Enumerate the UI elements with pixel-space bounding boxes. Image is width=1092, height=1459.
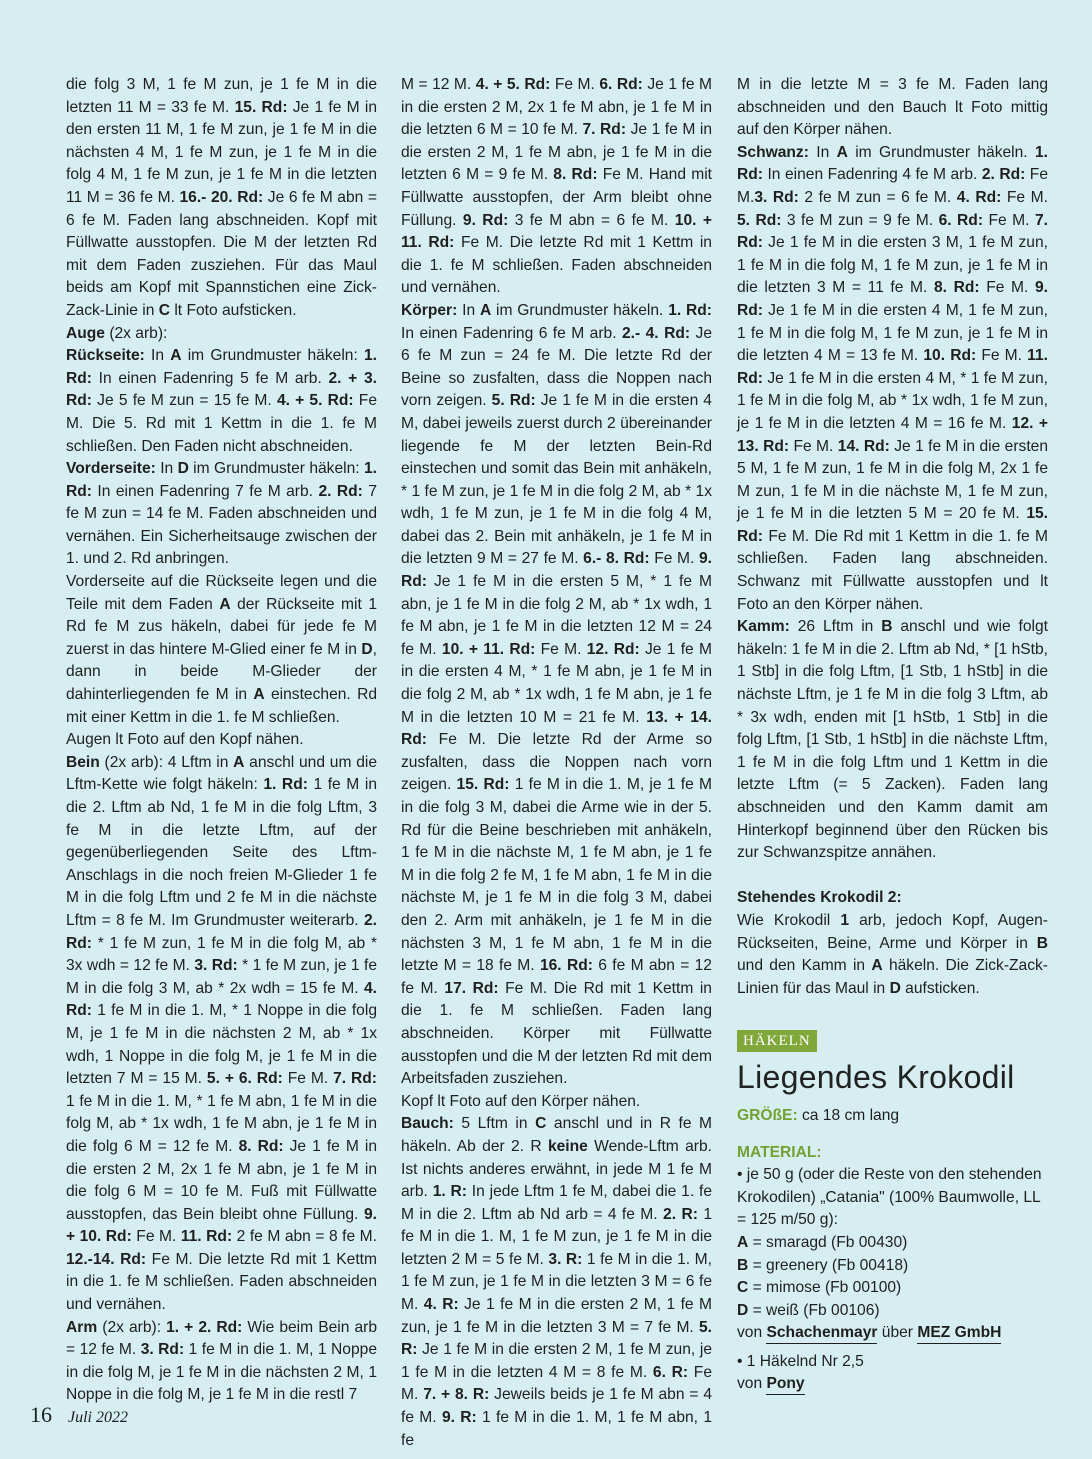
bold-term: A — [479, 301, 492, 319]
text-run: Fe M. Die Rd mit 1 Kettm in die 1. fe M schließen. Faden lang abschneiden. Körper mit Füllwatte ausstopfen und die M der letzten Rd mit dem Arbeitsfaden zusziehen. — [401, 979, 712, 1088]
paragraph — [401, 1113, 712, 1452]
text-run: anschl und wie folgt häkeln: 1 fe M in die 2. Lftm ab Nd, * [1 hStb, 1 Stb] in die folg Lftm, [1 Stb, 1 hStb] in die nächste Lftm, je 1 fe M in die folg 3 Lftm, ab * 3x wdh, enden mit [1 hStb, 1 Stb] in die folg Lftm, [1 Stb, 1 hStb] in die nächste Lftm, 1 fe M in die folg Lftm und 1 Kettm in die letzte Lftm (= 5 Zacken). Faden lang abschneiden und den Kamm damit am Hinterkopf beginnend über den Rücken bis zur Schwanzspitze annähen. — [737, 618, 1048, 862]
paragraph — [737, 142, 1048, 616]
text-run: im Grundmuster häkeln: — [188, 460, 364, 478]
bold-term: Vorderseite: — [66, 460, 156, 478]
text-run: einstechen. Rd mit einer Kettm in die 1. fe M schließen. — [66, 686, 378, 726]
bold-term: 3. R: — [548, 1250, 583, 1268]
text-run: Fe M. — [976, 347, 1028, 365]
bold-term: 1. Rd: — [66, 347, 377, 387]
bold-term: B — [881, 618, 893, 636]
bold-term: 7. Rd: — [737, 211, 1048, 252]
bold-term: 4. R: — [423, 1296, 459, 1314]
text-run: (2x arb): — [104, 324, 168, 342]
text-run: Augen lt Foto auf den Kopf nähen. — [66, 731, 304, 749]
text-run: Wende-Lftm arb. Ist nichts anderes erwähnt, in jede M 1 fe M arb. — [401, 1137, 712, 1201]
bold-term: 7. Rd: — [582, 121, 627, 139]
bold-term: Rückseite: — [66, 347, 145, 365]
material-heading — [737, 1142, 1048, 1165]
bold-term: 6. Rd: — [599, 76, 643, 93]
page-number: 16 — [30, 1402, 52, 1427]
text-run: anschl und in R fe M häkeln. Ab der 2. R — [401, 1115, 713, 1155]
paragraph — [737, 910, 1048, 1000]
text-run: Fe M. — [979, 279, 1035, 297]
text-run: 3 fe M abn = 6 fe M. — [508, 211, 675, 229]
text-run: Fe M. — [983, 211, 1035, 229]
text-run: In — [808, 143, 837, 161]
bold-term: 6. Rd: — [938, 211, 984, 229]
text-run: Fe M. Die 5. Rd mit 1 Kettm in die 1. fe M schließen. Den Faden nicht abschneiden. — [66, 392, 377, 455]
bold-term: Körper: — [401, 301, 458, 319]
bold-term: 4. Rd: — [66, 979, 377, 1020]
bold-term: 2. Rd: — [318, 482, 363, 500]
text-run: Wie Krokodil — [737, 911, 841, 929]
text-run: Fe M. — [1001, 188, 1048, 206]
yarn-source — [737, 1322, 1048, 1345]
text-run: Kopf lt Foto auf den Körper nähen. — [401, 1092, 641, 1110]
issue-date: Juli 2022 — [68, 1409, 128, 1426]
text-run: (2x arb): 4 Lftm in — [99, 753, 234, 771]
text-run: Fe M. Die Rd mit 1 Kettm in die 1. fe M schließen. Faden lang abschneiden. Schwanz mit Füllwatte ausstopfen und lt Foto an den Körper nähen. — [737, 527, 1048, 613]
text-run: In jede Lftm 1 fe M, dabei die 1. fe M in die 2. Lftm ab Nd arb = 4 fe M. — [401, 1183, 712, 1223]
paragraph — [66, 729, 377, 752]
bold-term: A — [170, 347, 182, 365]
bold-term: 1 — [840, 911, 850, 929]
text-run: arb, jedoch Kopf, Augen-Rückseiten, Beine, Arme und Körper in — [737, 911, 1048, 952]
text-run: Fe M. Die letzte Rd mit 1 Kettm in die 1. fe M schließen. Faden abschneiden und vernähen. — [66, 1250, 377, 1314]
paragraph — [401, 300, 712, 1091]
yarn-from-prefix: von — [737, 1324, 767, 1342]
text-run: In — [144, 347, 171, 365]
color-desc: = weiß (Fb 00106) — [748, 1301, 880, 1319]
yarn-from-mid: über — [877, 1324, 918, 1342]
bold-term: 8. Rd: — [933, 279, 980, 297]
bold-term: 9. Rd: — [737, 279, 1048, 319]
text-run: Je 1 fe M in den ersten 11 M, 1 fe M zun, je 1 fe M in die nächsten 4 M, 1 fe M zun, je 1 fe M in die folg 4 M, 1 fe M zun, je 1 fe M in die letzten 11 M = 36 fe M. — [66, 98, 378, 206]
text-run: In — [155, 460, 178, 478]
text-run: Je 1 fe M in die ersten 2 M, 2x 1 fe M abn, je 1 fe M in die letzten 6 M = 10 fe M. — [401, 76, 712, 139]
bold-term: Auge — [66, 324, 105, 342]
bold-term: 1. Rd: — [66, 460, 377, 500]
text-run: (2x arb): — [97, 1318, 167, 1336]
text-run: Fe M. Hand mit Füllwatte ausstopfen, der Arm bleibt ohne Füllung. — [401, 166, 712, 229]
text-run: die folg 3 M, 1 fe M zun, je 1 fe M in die letzten 11 M = 33 fe M. — [66, 76, 377, 116]
text-run: 1 fe M in die 1. M, * 1 Noppe in die folg M, je 1 fe M in die nächsten 2 M, ab * 1x wdh, 1 Noppe in die folg M, je 1 fe M in die letzten 7 M = 15 M. — [66, 1002, 377, 1088]
color-list — [737, 1232, 1048, 1322]
hook-source — [737, 1373, 1048, 1396]
text-run: der Rückseite mit 1 Rd fe M zus häkeln, dabei für jede fe M zuerst in das hintere M-Glied einer fe M in — [66, 595, 377, 658]
paragraph — [66, 571, 377, 729]
bold-term: 3. Rd: — [140, 1341, 185, 1359]
text-run: Je 1 fe M in die ersten 4 M, 1 fe M zun, 1 fe M in die folg M, 1 fe M zun, je 1 fe M in die letzten 4 M = 13 fe M. — [737, 301, 1048, 365]
paragraph — [66, 345, 377, 458]
text-run: Jeweils beids je 1 fe M abn = 4 fe M. — [401, 1386, 713, 1427]
bold-term: 10. + 11. Rd: — [441, 640, 536, 658]
color-key: C — [737, 1279, 749, 1297]
bold-term: D — [361, 640, 373, 658]
text-run: 2 fe M zun = 6 fe M. — [798, 188, 957, 206]
color-key: A — [737, 1233, 749, 1251]
text-run: 1 fe M in die 1. M, 1 fe M abn, 1 fe — [401, 1409, 712, 1449]
text-run: 1 fe M in die 1. M, 1 Noppe in die folg M, je 1 fe M in die nächsten 2 M, 1 Noppe in die folg M, je 1 fe M in die restl 7 — [66, 1341, 377, 1404]
text-run: Fe M. Die letzte Rd mit 1 Kettm in die 1. fe M schließen. Faden abschneiden und vernähen. — [401, 234, 712, 297]
bold-term: 1. Rd: — [737, 143, 1048, 184]
text-run: 1 fe M in die 1. M, 1 fe M zun, je 1 fe M in die letzten 2 M = 5 fe M. — [401, 1205, 712, 1268]
bold-term: 5. Rd: — [737, 211, 782, 229]
text-run: Je 1 fe M in die ersten 4 M, * 1 fe M abn, je 1 fe M in die folg 2 M, ab * 1x wdh, 1 fe M abn, je 1 fe M in die letzten 10 M = 21 fe M. — [401, 640, 712, 726]
text-run: Je 1 fe M in die ersten 3 M, 1 fe M zun, 1 fe M in die folg M, 1 fe M zun, je 1 fe M in die letzten 3 M = 11 fe M. — [737, 234, 1048, 297]
text-run: und den Kamm in — [737, 957, 872, 975]
text-run: M in die letzte M = 3 fe M. Faden lang abschneiden und den Bauch lt Foto mittig auf den Körper nähen. — [737, 76, 1048, 139]
bold-term: 2. Rd: — [981, 166, 1026, 184]
text-run: Fe M. — [401, 1363, 713, 1404]
text-run: Vorderseite auf die Rückseite legen und die Teile mit dem Faden — [66, 573, 377, 613]
paragraph — [66, 458, 377, 571]
bold-term: 15. Rd: — [456, 776, 510, 794]
krokodil-2-instructions — [737, 887, 1048, 1000]
section-header — [737, 1000, 1048, 1053]
instructions-continued — [737, 74, 1048, 865]
text-run: In einen Fadenring 7 fe M arb. — [91, 482, 319, 500]
text-run: Fe M. Die letzte Rd der Arme so zusfalten, dass die Noppen nach vorn zeigen. — [401, 731, 712, 794]
bold-term: 2. Rd: — [66, 911, 377, 952]
text-run: Je 1 fe M in die ersten 5 M, 1 fe M zun, 1 fe M in die folg M, 2x 1 fe M zun, 1 fe M in die nächste M, 1 fe M zun, je 1 fe M in die letzten 5 M = 20 fe M. — [737, 437, 1048, 523]
bold-term: 2. + 3. Rd: — [66, 369, 377, 410]
text-run: , dann in beide M-Glieder der dahinterliegenden fe M in — [66, 640, 377, 704]
bold-term: 15. Rd: — [234, 98, 288, 116]
bold-term: Kamm: — [737, 618, 790, 636]
bold-term: B — [1036, 934, 1048, 952]
text-run: Wie beim Bein arb = 12 fe M. — [66, 1318, 378, 1359]
text-run: lt Foto aufsticken. — [170, 301, 297, 319]
text-run: Je 1 fe M in die ersten 4 M, * 1 fe M zun, 1 fe M in die folg M, ab * 1x wdh, 1 fe M zun, je 1 fe M in die letzten 4 M = 16 fe M. — [737, 369, 1048, 432]
color-desc: = mimose (Fb 00100) — [748, 1279, 902, 1297]
paragraph — [66, 323, 377, 346]
bold-term: keine — [547, 1137, 588, 1155]
text-run: * 1 fe M zun, 1 fe M in die folg M, ab * 3x wdh = 12 fe M. — [66, 934, 377, 975]
yarn-distributor: MEZ GmbH — [917, 1324, 1002, 1342]
bold-term: C — [158, 301, 170, 319]
bold-term: 7. + 8. R: — [423, 1386, 490, 1404]
bold-term: 1. Rd: — [263, 776, 308, 794]
bold-term: 15. Rd: — [737, 505, 1048, 545]
color-key: B — [737, 1256, 749, 1274]
text-run: In einen Fadenring 4 fe M arb. — [762, 166, 982, 184]
text-run: In — [457, 301, 480, 319]
text-run: Fe M. — [649, 550, 699, 568]
bold-term: 12.-14. Rd: — [66, 1250, 147, 1268]
bold-term: Stehendes Krokodil 2: — [737, 889, 902, 907]
bold-term: Bauch: — [401, 1115, 454, 1133]
bold-term: 1. Rd: — [668, 301, 712, 319]
text-run: im Grundmuster häkeln: — [181, 347, 364, 365]
text-run: Je 6 fe M abn = 6 fe M. Faden lang abschneiden. Kopf mit Füllwatte ausstopfen. Die M der letzten Rd mit dem Faden zusziehen. Für das Maul beids am Kopf mit Spannstichen eine Zick-Zack-Linie in — [66, 188, 377, 319]
text-run: Fe M. — [131, 1228, 181, 1246]
text-run: In einen Fadenring 6 fe M arb. — [401, 324, 622, 342]
bold-term: 9. Rd: — [462, 211, 509, 229]
text-run: 3 fe M zun = 9 fe M. — [781, 211, 939, 229]
bold-term: 6. R: — [652, 1363, 689, 1381]
text-run: 1 fe M in die 1. M, je 1 fe M in die folg 3 M, dabei die Arme wie in der 5. Rd für die Beine beschrieben mit anhäkeln, 1 fe M in die nächste M, 1 fe M abn, je 1 fe M in die folg 2 fe M, 1 fe M abn, 1 fe M in die nächste M, je 1 fe M in die folg 3 M, dabei den 2. Arm mit anhäkeln, je 1 fe M in die nächsten 3 M, 1 fe M abn, 1 fe M in die letzte M = 18 fe M. — [401, 776, 712, 975]
paragraph — [66, 74, 377, 323]
text-run: Je 1 fe M in die ersten 2 M, 2x 1 fe M abn, je 1 fe M in die folg 6 M = 10 fe M. Fuß mit Füllwatte ausstopfen, das Bein bleibt ohne Füllung. — [66, 1137, 377, 1223]
text-run: Fe M. — [535, 640, 587, 658]
size-value: ca 18 cm lang — [797, 1106, 900, 1124]
text-run: Fe M. — [789, 437, 838, 455]
bold-term: C — [535, 1115, 547, 1133]
text-run: 1 fe M in die 1. M, 1 fe M zun, je 1 fe M in die letzten 3 M = 6 fe M. — [401, 1250, 712, 1314]
hook-brand: Pony — [766, 1375, 805, 1393]
paragraph — [737, 616, 1048, 865]
text-run: im Grundmuster häkeln. — [847, 143, 1035, 161]
bold-term: 10. + 11. Rd: — [401, 211, 712, 252]
bold-term: 13. + 14. Rd: — [401, 708, 712, 749]
text-column-1 — [66, 74, 377, 1407]
text-run: Je 1 fe M in die ersten 2 M, 1 fe M zun, je 1 fe M in die letzten 4 M = 8 fe M. — [401, 1341, 712, 1381]
size-line — [737, 1105, 1048, 1128]
paragraph — [737, 887, 1048, 910]
text-run: Je 1 fe M in die ersten 2 M, 1 fe M abn, je 1 fe M in die letzten 6 M = 9 fe M. — [401, 121, 712, 184]
bold-term: A — [219, 595, 231, 613]
text-run: Je 1 fe M in die ersten 2 M, 1 fe M zun, je 1 fe M in die letzten 3 M = 7 fe M. — [401, 1296, 713, 1336]
bold-term: 1. + 2. Rd: — [166, 1318, 243, 1336]
bold-term: 3. Rd: — [754, 188, 799, 206]
text-run: 7 fe M zun = 14 fe M. Faden abschneiden und vernähen. Ein Sicherheitsauge zwischen der 1. und 2. Rd anbringen. — [66, 482, 377, 568]
paragraph — [401, 1091, 712, 1114]
bold-term: A — [836, 143, 848, 161]
bold-term: A — [871, 957, 883, 975]
paragraph — [401, 74, 712, 300]
material-intro: • je 50 g (oder die Reste von den stehenden Krokodilen) „Catania" (100% Baumwolle, LL = 125 m/50 g): — [737, 1166, 1042, 1229]
hook-line: • 1 Häkelnd Nr 2,5 — [737, 1352, 864, 1370]
bold-term: 3. Rd: — [194, 957, 238, 975]
bold-term: 11. Rd: — [737, 347, 1048, 387]
text-run: im Grundmuster häkeln. — [491, 301, 669, 319]
text-run: 26 Lftm in — [789, 618, 882, 636]
bold-term: 2.- 4. Rd: — [622, 324, 691, 342]
text-run: anschl und um die Lftm-Kette wie folgt häkeln: — [66, 753, 378, 794]
paragraph — [66, 752, 377, 1317]
page-footer — [30, 1402, 128, 1428]
bold-term: D — [889, 979, 901, 997]
text-run: aufsticken. — [900, 979, 980, 997]
bold-term: Bein — [66, 753, 100, 771]
text-run: Fe M. — [737, 166, 1049, 206]
text-run: In einen Fadenring 5 fe M arb. — [91, 369, 329, 387]
text-run: 5 Lftm in — [453, 1115, 536, 1133]
text-column-2 — [401, 74, 712, 1452]
bold-term: 4. Rd: — [956, 188, 1002, 206]
text-run: Je 1 fe M in die ersten 4 M, dabei jeweils zuerst durch 2 übereinander liegende fe M der letzten Bein-Rd einstechen und somit das Bein mit anhäkeln, * 1 fe M zun, je 1 fe M in die folg 2 M, ab * 1x wdh, 1 fe M zun, je 1 fe M in die folg 4 M, dabei das 2. Bein mit anhäkeln, je 1 fe M in die letzten 9 M = 27 fe M. — [401, 392, 712, 568]
color-desc: = smaragd (Fb 00430) — [748, 1233, 908, 1251]
bold-term: 5. Rd: — [491, 392, 536, 410]
text-run: häkeln. Die Zick-Zack-Linien für das Maul in — [737, 957, 1048, 997]
text-run: Je 6 fe M zun = 24 fe M. Die letzte Rd der Beine so zusfalten, dass die Noppen nach vorn zeigen. — [401, 324, 712, 410]
bold-term: 9. + 10. Rd: — [66, 1205, 377, 1246]
text-run: * 1 fe M zun, je 1 fe M in die folg 3 M, ab * 2x wdh = 15 fe M. — [66, 957, 378, 997]
text-run: Je 1 fe M in die ersten 5 M, * 1 fe M abn, je 1 fe M in die folg 2 M, ab * 1x wdh, 1 fe M abn, je 1 fe M in die letzten 12 M = 24 fe M. — [401, 573, 712, 658]
text-run: 6 fe M abn = 12 fe M. — [401, 957, 712, 997]
text-run: Fe M. — [550, 76, 600, 93]
bold-term: 7. Rd: — [333, 1070, 378, 1088]
bold-term: 1. R: — [432, 1183, 467, 1201]
bold-term: 16.- 20. Rd: — [179, 188, 264, 206]
bold-term: A — [253, 686, 265, 704]
text-run: Fe M. — [282, 1070, 334, 1088]
text-run: M = 12 M. — [401, 76, 476, 93]
bold-term: 17. Rd: — [444, 979, 499, 997]
bold-term: 6.- 8. Rd: — [583, 550, 650, 568]
text-run: 2 fe M abn = 8 fe M. — [232, 1228, 377, 1246]
bold-term: 12. + 13. Rd: — [737, 414, 1048, 455]
color-desc: = greenery (Fb 00418) — [748, 1256, 909, 1274]
bold-term: 4. + 5. Rd: — [475, 76, 551, 93]
bold-term: A — [233, 753, 245, 771]
yarn-color-item — [737, 1255, 1048, 1278]
size-label: GRÖßE: — [737, 1106, 798, 1124]
text-run: 1 fe M in die 2. Lftm ab Nd, 1 fe M in die folg Lftm, 3 fe M in die letzte Lftm, auf der gegenüberliegenden Seite des Lftm-Anschlags in die noch freien M-Glieder 1 fe M in die folg Lftm und 2 fe M in die nächste Lftm = 8 fe M. Im Grundmuster weiterarb. — [66, 776, 377, 929]
material-label: MATERIAL: — [737, 1143, 822, 1161]
paragraph — [66, 1317, 377, 1407]
paragraph — [737, 74, 1048, 142]
text-column-3 — [737, 74, 1048, 1396]
bold-term: 4. + 5. Rd: — [276, 392, 354, 410]
bold-term: 9. R: — [441, 1409, 477, 1427]
bold-term: 2. R: — [663, 1205, 698, 1223]
section-title: Liegendes Krokodil — [737, 1058, 1015, 1095]
bold-term: 5. + 6. Rd: — [206, 1070, 283, 1088]
yarn-color-item — [737, 1277, 1048, 1300]
bold-term: 11. Rd: — [180, 1228, 233, 1246]
bold-term: 8. Rd: — [553, 166, 598, 184]
bold-term: 10. Rd: — [923, 347, 977, 365]
text-run: 1 fe M in die 1. M, * 1 fe M abn, 1 fe M in die folg M, ab * 1x wdh, 1 fe M abn, je 1 fe M in die folg 6 M = 12 fe M. — [66, 1092, 377, 1155]
section-tag: HÄKELN — [737, 1030, 817, 1052]
color-key: D — [737, 1301, 749, 1319]
bold-term: 9. Rd: — [401, 550, 712, 591]
hook-from-prefix: von — [737, 1375, 767, 1393]
bold-term: Arm — [66, 1318, 98, 1336]
bold-term: 5. R: — [401, 1318, 712, 1359]
bold-term: Schwanz: — [737, 143, 809, 161]
yarn-brand: Schachenmayr — [766, 1324, 878, 1342]
bold-term: 12. Rd: — [586, 640, 640, 658]
bold-term: 14. Rd: — [837, 437, 890, 455]
bold-term: 16. Rd: — [539, 957, 593, 975]
yarn-color-item — [737, 1300, 1048, 1323]
text-run: Je 5 fe M zun = 15 fe M. — [91, 392, 277, 410]
bold-term: D — [177, 460, 189, 478]
yarn-color-item — [737, 1232, 1048, 1255]
bold-term: 8. Rd: — [238, 1137, 284, 1155]
